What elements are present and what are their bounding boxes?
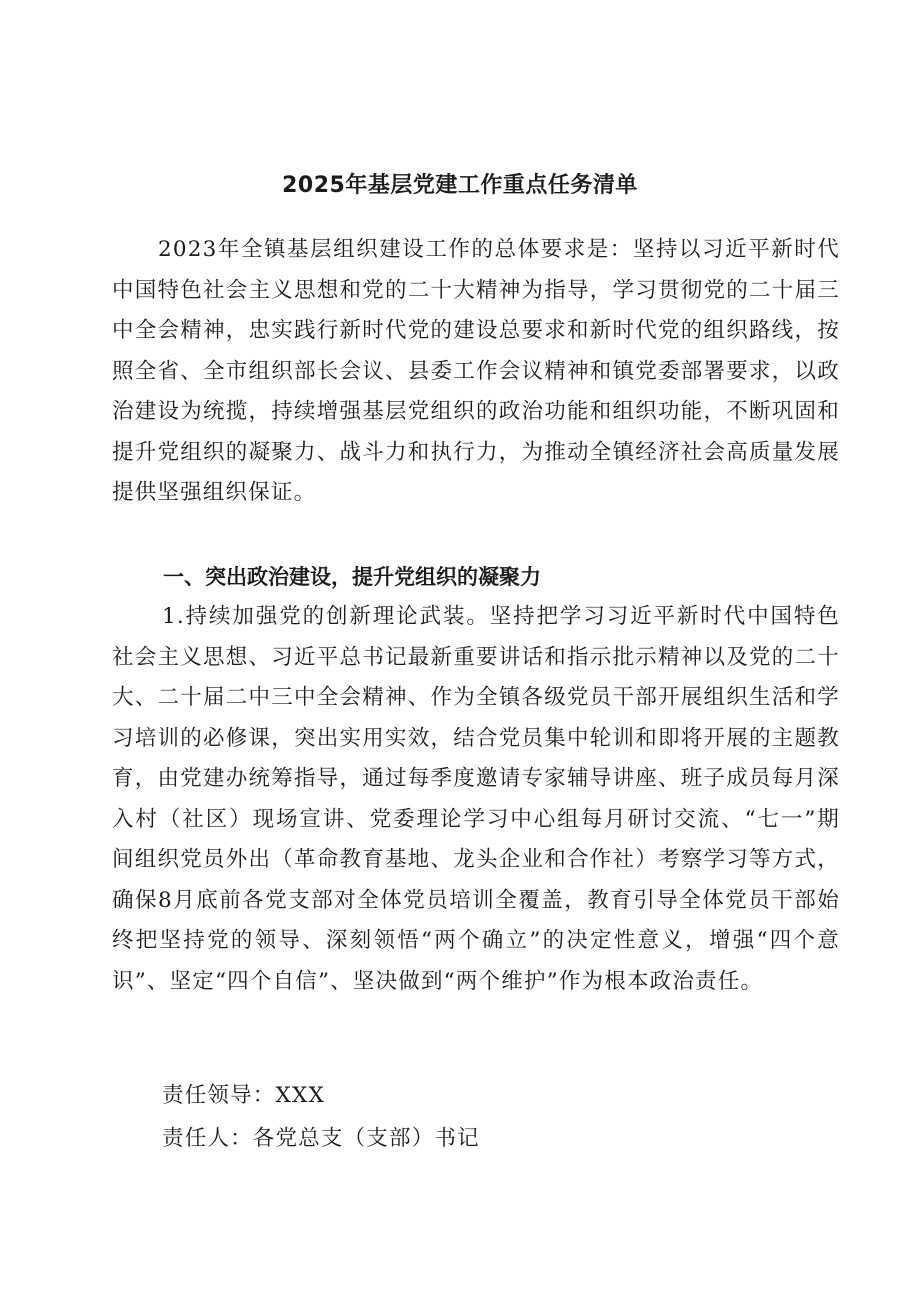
responsible-person: 责任人：各党总支（支部）书记 (162, 1126, 480, 1151)
document-title: 2025年基层党建工作重点任务清单 (282, 173, 638, 198)
section-heading: 一、突出政治建设，提升党组织的凝聚力 (163, 565, 541, 589)
responsible-leader: 责任领导：XXX (162, 1083, 326, 1108)
intro-paragraph (112, 230, 840, 514)
intro-text: 2023年全镇基层组织建设工作的总体要求是：坚持以习近平新时代中国特色社会主义思想和党的二十大精神为指导，学习贯彻党的二十届三中全会精神，忠实践行新时代党的建设总要求和新时代党的组织路线，按照全省、全市组织部长会议、县委工作会议精神和镇党委部署要求，以政治建设为统揽，持续增强基层党组织的政治功能和组织功能，不断巩固和提升党组织的凝聚力、战斗力和执行力，为推动全镇经济社会高质量发展提供坚强组织保证。 (112, 237, 840, 505)
task-item-paragraph (112, 597, 840, 1002)
task-item-text: 1.持续加强党的创新理论武装。坚持把学习习近平新时代中国特色社会主义思想、习近平总书记最新重要讲话和指示批示精神以及党的二十大、二十届二中三中全会精神、作为全镇各级党员干部开展组织生活和学习培训的必修课，突出实用实效，结合党员集中轮训和即将开展的主题教育，由党建办统筹指导，通过每季度邀请专家辅导讲座、班子成员每月深入村（社区）现场宣讲、党委理论学习中心组每月研讨交流、“七一”期间组织党员外出（革命教育基地、龙头企业和合作社）考察学习等方式，确保8月底前各党支部对全体党员培训全覆盖，教育引导全体党员干部始终把坚持党的领导、深刻领悟“两个确立”的决定性意义，增强“四个意识”、坚定“四个自信”、坚决做到“两个维护”作为根本政治责任。 (112, 604, 840, 994)
